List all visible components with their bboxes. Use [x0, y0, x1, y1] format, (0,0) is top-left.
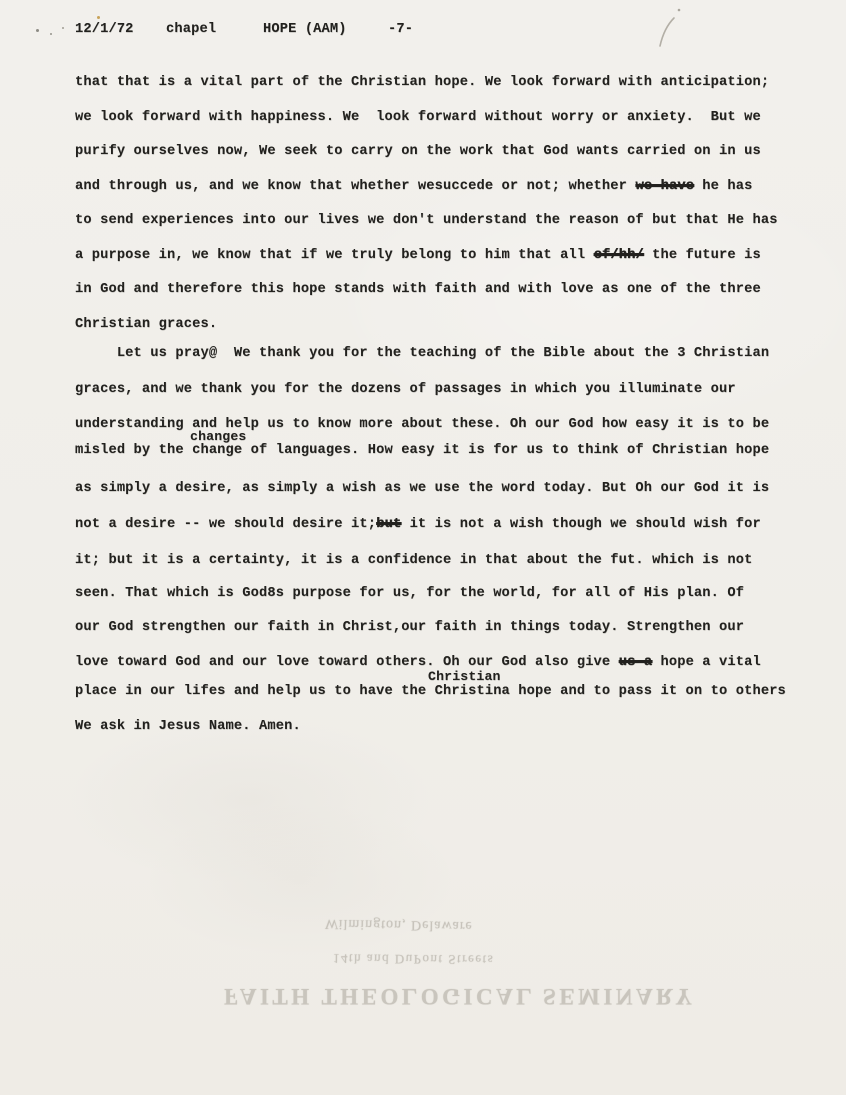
typed-line — [75, 144, 761, 159]
doc-title: HOPE (AAM) — [263, 22, 347, 37]
bleedthrough-street-line: 14th and DuPont Streets — [332, 951, 495, 968]
typed-line — [75, 443, 769, 458]
struck-out-text: we have — [635, 179, 694, 194]
line-text: love toward God and our love toward others. Oh our God also give — [75, 655, 619, 670]
line-text: to send experiences into our lives we don't understand the reason of but that He has — [75, 213, 778, 228]
page-number: -7- — [388, 22, 414, 37]
typed-line — [75, 248, 761, 263]
typed-line — [75, 417, 769, 432]
line-text: graces, and we thank you for the dozens of passages in which you illuminate our — [75, 382, 736, 397]
ink-speck — [97, 16, 100, 19]
bleedthrough-seminary-name: FAITH THEOLOGICAL SEMINARY — [224, 984, 696, 1009]
line-text: in God and therefore this hope stands with faith and with love as one of the three — [75, 282, 761, 297]
typed-line — [75, 517, 761, 532]
line-text: a purpose in, we know that if we truly belong to him that all — [75, 248, 594, 263]
inserted-word-christian — [428, 669, 501, 684]
doc-date: 12/1/72 — [75, 22, 134, 37]
line-text: seen. That which is God8s purpose for us, for the world, for all of His plan. Of — [75, 586, 745, 601]
line-text: that that is a vital part of the Christian hope. We look forward with anticipation; — [75, 75, 770, 90]
line-text: not a desire -- we should desire it; — [75, 517, 377, 532]
line-text: Let us pray@ We thank you for the teaching of the Bible about the 3 Christian — [75, 346, 770, 361]
typed-line — [75, 553, 752, 568]
doc-venue: chapel — [166, 22, 217, 37]
line-text: misled by the change of languages. How easy it is for us to think of Christian hope — [75, 443, 770, 458]
line-text: we look forward with happiness. We look forward without worry or anxiety. But we — [75, 110, 761, 125]
typed-line — [75, 719, 301, 734]
typed-line — [75, 75, 769, 90]
line-text: and through us, and we know that whether wesuccede or not; whether — [75, 179, 636, 194]
line-text: he has — [693, 179, 753, 194]
typed-line — [75, 110, 761, 125]
line-text: as simply a desire, as simply a wish as we use the word today. But Oh our God it is — [75, 481, 770, 496]
typed-line — [75, 213, 778, 228]
typed-line — [75, 655, 761, 670]
line-text: our God strengthen our faith in Christ,our faith in things today. Strengthen our — [75, 620, 745, 635]
line-text: Christian — [428, 669, 501, 684]
typed-line — [75, 586, 744, 601]
pen-mark — [640, 4, 700, 54]
line-text: changes — [190, 429, 247, 444]
ink-speck — [50, 33, 52, 35]
typed-line — [75, 179, 752, 194]
typed-line — [75, 684, 786, 699]
typed-line — [75, 620, 744, 635]
typed-line — [75, 317, 217, 332]
struck-out-text: but — [376, 517, 402, 532]
line-text: purify ourselves now, We seek to carry on the work that God wants carried on in us — [75, 144, 761, 159]
line-text: the future is — [643, 248, 761, 263]
struck-out-text: of/hh/ — [593, 248, 644, 263]
struck-out-text: us a — [618, 655, 653, 670]
typed-line — [75, 481, 769, 496]
line-text: understanding and help us to know more about these. Oh our God how easy it is to be — [75, 417, 770, 432]
line-text: We ask in Jesus Name. Amen. — [75, 719, 301, 734]
line-text: Christian graces. — [75, 317, 218, 332]
line-text: it is not a wish though we should wish for — [401, 517, 761, 532]
line-text: it; but it is a certainty, it is a confidence in that about the fut. which is not — [75, 553, 753, 568]
ink-speck — [36, 29, 39, 32]
line-text: hope a vital — [652, 655, 761, 670]
line-text: place in our lifes and help us to have the Christina hope and to pass it on to others — [75, 684, 786, 699]
typed-line — [75, 382, 736, 397]
ink-speck — [62, 27, 64, 29]
bleedthrough-city-line: Wilmington, Delaware — [324, 915, 473, 934]
typed-line — [75, 282, 761, 297]
inserted-word-changes — [190, 429, 246, 444]
typed-line — [75, 346, 769, 361]
